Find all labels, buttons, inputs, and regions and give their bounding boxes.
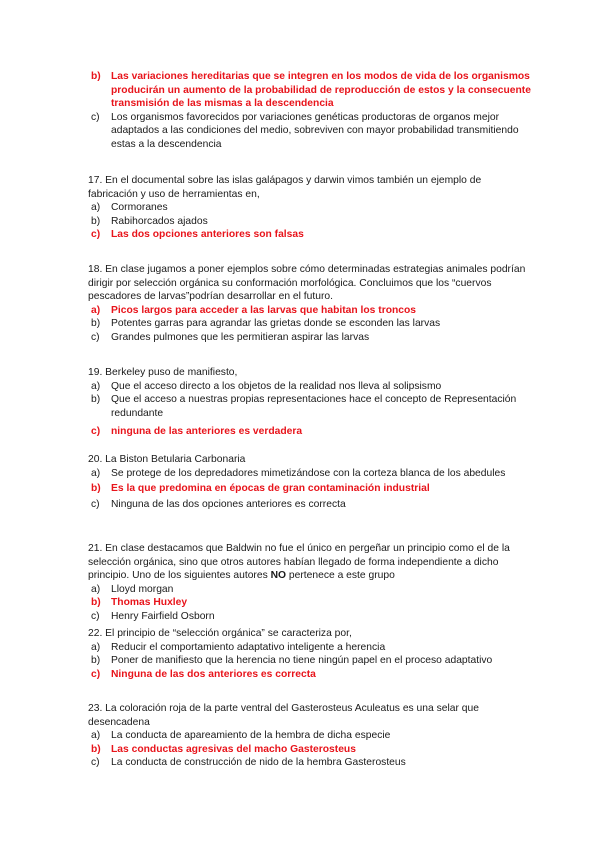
q19-option-b-text: Que el acceso a nuestras propias representaciones hace el concepto de Representación redundante xyxy=(111,394,517,419)
q19-option-a-text: Que el acceso directo a los objetos de la realidad nos lleva al solipsismo xyxy=(111,380,442,392)
q19-option-b xyxy=(91,393,528,420)
question-17-stem: 17. En el documental sobre las islas galápagos y darwin vimos también un ejemplo de fabricación y uso de herramientas en, xyxy=(88,175,482,200)
q23-option-b-letter: b) xyxy=(91,743,101,755)
q22-option-c xyxy=(91,668,534,682)
question-20 xyxy=(88,453,528,511)
question-21 xyxy=(88,542,534,624)
q22-option-b-text: Poner de manifiesto que la herencia no tiene ningún papel en el proceso adaptativo xyxy=(111,655,493,667)
q18-option-c-text: Grandes pulmones que les permitieran aspirar las larvas xyxy=(111,331,370,343)
q18-option-a-text: Picos largos para acceder a las larvas que habitan los troncos xyxy=(111,304,417,316)
q16-option-b-text: Las variaciones hereditarias que se integren en los modos de vida de los organismos producirán un aumento de la probabilidad de reproducción de estos y la consecuente transmisión de las mismas a la descendencia xyxy=(111,71,531,110)
q21-option-c-letter: c) xyxy=(91,610,100,622)
q22-option-b xyxy=(91,654,534,668)
q17-option-c-text: Las dos opciones anteriores son falsas xyxy=(111,229,304,241)
q18-option-a xyxy=(91,304,528,318)
q19-option-a xyxy=(91,380,528,394)
q17-option-a xyxy=(91,201,528,215)
q16-option-c xyxy=(91,111,531,152)
q19-option-a-letter: a) xyxy=(91,380,101,392)
question-18-stem: 18. En clase jugamos a poner ejemplos sobre cómo determinadas estrategias animales podrían dirigir por selección orgánica su conformación morfológica. Concluimos que los “cuervos pescadores de larvas”podrían desarrollar en el futuro. xyxy=(88,264,526,303)
question-16 xyxy=(91,70,531,152)
question-22-options xyxy=(91,641,534,682)
q17-option-c xyxy=(91,228,528,242)
question-23-options xyxy=(91,729,528,770)
question-23-stem: 23. La coloración roja de la parte ventral del Gasterosteus Aculeatus es una selar que desencadena xyxy=(88,703,479,728)
q16-option-c-letter: c) xyxy=(91,111,100,123)
question-23 xyxy=(88,702,528,770)
q23-option-c-letter: c) xyxy=(91,757,100,769)
q17-option-c-letter: c) xyxy=(91,229,101,241)
q20-option-c xyxy=(91,498,528,512)
q22-option-a xyxy=(91,641,534,655)
q20-option-c-text: Ninguna de las dos opciones anteriores es correcta xyxy=(111,498,346,510)
question-21-stem-start: 21. En clase destacamos que Baldwin no fue el único en pergeñar un principio como el de la selección orgánica, sino que otros autores habían llegado de forma independiente a dicho principio. Uno de los siguientes autores xyxy=(88,543,510,582)
q16-option-b xyxy=(91,70,531,111)
q20-option-b xyxy=(91,482,528,496)
q21-option-b-letter: b) xyxy=(91,597,101,609)
q17-option-a-text: Cormoranes xyxy=(111,202,168,214)
q22-option-c-letter: c) xyxy=(91,668,101,680)
question-19 xyxy=(88,366,528,439)
q20-option-a-text: Se protege de los depredadores mimetizándose con la corteza blanca de los abedules xyxy=(111,467,506,479)
q23-option-b-text: Las conductas agresivas del macho Gasterosteus xyxy=(111,743,356,755)
q21-option-b xyxy=(91,596,534,610)
q23-option-a-letter: a) xyxy=(91,730,101,742)
q18-option-c xyxy=(91,331,528,345)
q22-option-a-text: Reducir el comportamiento adaptativo inteligente a herencia xyxy=(111,641,386,653)
q18-option-c-letter: c) xyxy=(91,331,100,343)
q18-option-a-letter: a) xyxy=(91,304,101,316)
q21-option-b-text: Thomas Huxley xyxy=(111,597,188,609)
q18-option-b-letter: b) xyxy=(91,318,101,330)
q18-option-b-text: Potentes garras para agrandar las grietas donde se esconden las larvas xyxy=(111,318,441,330)
q17-option-b-text: Rabihorcados ajados xyxy=(111,215,208,227)
q23-option-c-text: La conducta de construcción de nido de la hembra Gasterosteus xyxy=(111,757,406,769)
question-17 xyxy=(88,174,528,242)
question-19-options xyxy=(91,380,528,439)
q21-option-c-text: Henry Fairfield Osborn xyxy=(111,610,215,622)
q22-option-a-letter: a) xyxy=(91,641,101,653)
q20-option-c-letter: c) xyxy=(91,498,100,510)
q17-option-a-letter: a) xyxy=(91,202,101,214)
question-16-options xyxy=(91,70,531,152)
question-21-stem-end: pertenece a este grupo xyxy=(286,570,395,582)
q22-option-c-text: Ninguna de las dos anteriores es correcta xyxy=(111,668,316,680)
q21-option-c xyxy=(91,610,534,624)
question-20-stem: 20. La Biston Betularia Carbonaria xyxy=(88,454,246,465)
q22-option-b-letter: b) xyxy=(91,655,101,667)
question-20-options xyxy=(91,467,528,512)
q19-option-b-letter: b) xyxy=(91,394,101,406)
question-22-stem: 22. El principio de “selección orgánica” se caracteriza por, xyxy=(88,628,352,639)
q17-option-b xyxy=(91,215,528,229)
question-22 xyxy=(88,627,534,681)
question-18 xyxy=(88,263,528,345)
question-21-stem-keyword: NO xyxy=(270,570,287,582)
q18-option-b xyxy=(91,317,528,331)
q20-option-b-text: Es la que predomina en épocas de gran contaminación industrial xyxy=(111,483,430,495)
q20-option-b-letter: b) xyxy=(91,483,101,495)
q23-option-b xyxy=(91,743,528,757)
question-21-options xyxy=(91,583,534,624)
question-18-options xyxy=(91,304,528,345)
q16-option-c-text: Los organismos favorecidos por variaciones genéticas productoras de organos mejor adaptados a las condiciones del medio, sobreviven con mayor probabilidad transmitiendo estas a la descendencia xyxy=(111,111,519,150)
q17-option-b-letter: b) xyxy=(91,215,101,227)
q21-option-a xyxy=(91,583,534,597)
q21-option-a-letter: a) xyxy=(91,583,101,595)
q23-option-a-text: La conducta de apareamiento de la hembra de dicha especie xyxy=(111,730,391,742)
question-19-stem: 19. Berkeley puso de manifiesto, xyxy=(88,367,238,378)
q19-option-c xyxy=(91,425,528,439)
q23-option-a xyxy=(91,729,528,743)
question-17-options xyxy=(91,201,528,242)
q20-option-a xyxy=(91,467,528,481)
q20-option-a-letter: a) xyxy=(91,467,101,479)
q19-option-c-text: ninguna de las anteriores es verdadera xyxy=(111,426,303,438)
q19-option-c-letter: c) xyxy=(91,426,101,438)
question-21-stem xyxy=(88,542,534,583)
q23-option-c xyxy=(91,756,528,770)
q21-option-a-text: Lloyd morgan xyxy=(111,583,174,595)
q16-option-b-letter: b) xyxy=(91,71,101,82)
